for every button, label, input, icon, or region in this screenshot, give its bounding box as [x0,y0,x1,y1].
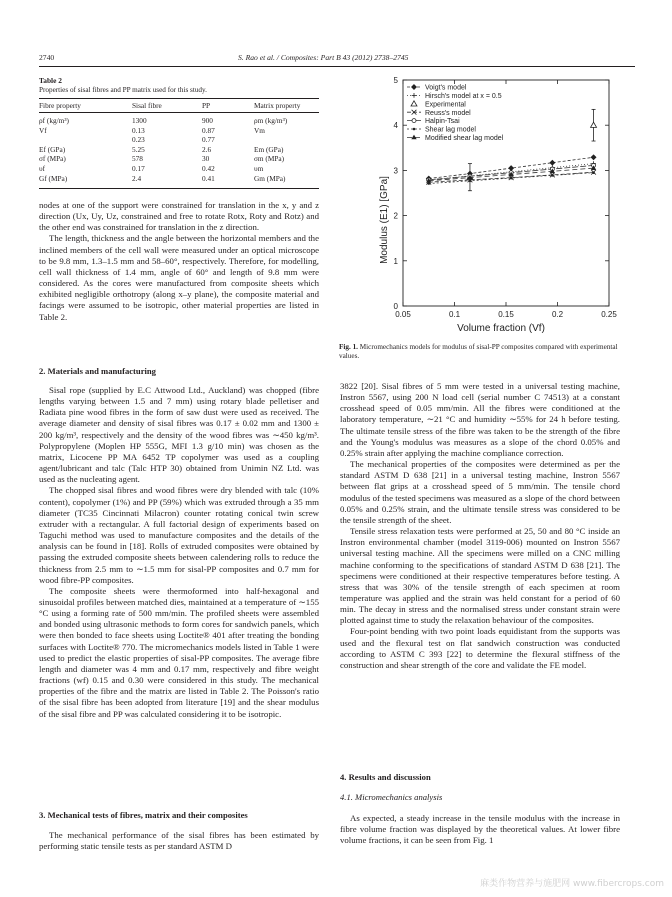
table-cell: 0.77 [202,135,215,145]
journal-reference: S. Rao et al. / Composites: Part B 43 (2012) 2738–2745 [238,53,409,62]
legend-label: Halpin-Tsai [425,118,460,126]
table-header-cell: Fibre property [39,100,132,113]
y-tick-label: 5 [393,76,398,85]
table-cell [254,135,319,145]
left-intro-text [39,200,319,323]
table-cell: σm (MPa) [254,154,285,164]
legend-label: Reuss's model [425,109,471,117]
data-point [510,177,513,180]
paragraph: Four-point bending with two point loads equidistant from the supports was used and the flexural test on flat sandwich construction was conducted according to ASTM C 393 [22] to determine the flexural stiffness of the construction and shear strength of the core and validate the FE model. [340,626,620,670]
table-row [39,154,319,164]
table-row [39,164,319,174]
section3-text-right [340,381,620,671]
y-axis-label: Modulus (E1) [GPa] [379,176,390,264]
table-cell: 578 [132,154,143,164]
legend-item [407,85,467,92]
legend-item [407,135,504,142]
data-point [551,174,554,177]
table-cell: Ef (GPa) [39,144,66,154]
legend-label: Shear lag model [425,126,476,134]
marker-shape [469,179,472,182]
watermark: 麻类作物营养与施肥网 www.fibercrops.com [480,879,664,889]
legend-item [411,101,466,109]
section-heading: 3. Mechanical tests of fibres, matrix and their composites [39,810,248,820]
chart-legend [407,85,504,142]
marker-shape [413,128,416,131]
table-cell: 0.41 [202,173,215,183]
legend-item [407,110,471,117]
paragraph: As expected, a steady increase in the tensile modulus with the increase in fibre volume fraction was displayed by the theoretical values. At lower fibre volume fractions, it can be seen from Fig. 1 [340,813,620,846]
paragraph: Sisal rope (supplied by E.C Attwood Ltd., Auckland) was chopped (fibre lengths varying between 1.5 and 7 mm) using rotary blade pelletiser and Radiata pine wood fibres in the form of saw dust were used as received. The average diameter and density of sisal fibres was 0.17 ± 0.02 mm and 1300 ± 200 kg/m³, respectively and the density of the wood fibres was ∼450 kg/m³. Polypropylene (Moplen HP 555G, MFI 1.3 g/10 min) was chosen as the matrix, Licocene PP MA 6452 TP copolymer was used as a coupling agent/lubricant and talc (Talc HTP 30) obtained from Unimin NZ Ltd. was used as the nucleating agent. [39,385,319,485]
x-tick-label: 0.15 [498,310,514,319]
legend-marker [412,135,416,139]
paragraph: nodes at one of the support were constrained for translation in the x, y and z direction (Ux, Uy, Uz, constrained and free to rotate Rotx, Roty and Rotz) and the other end was constrained for translation in the z direction. [39,200,319,233]
legend-item [407,127,476,134]
x-tick-label: 0.2 [551,310,564,319]
y-tick-label: 2 [393,211,398,221]
figure-caption-text: Micromechanics models for modulus of sisal-PP composites compared with experimental values. [339,343,618,360]
legend-label: Voigt's model [425,84,467,92]
legend-marker [412,85,417,90]
table-cell: 5.25 [132,144,145,154]
table-cell [39,135,132,145]
legend-marker [412,119,416,123]
data-point [591,122,597,127]
paragraph: The composite sheets were thermoformed into half-hexagonal and sinusoidal profiles between matched dies, maintained at a temperature of ∼155 °C using a forming rate of 500 mm/min. The profiled sheets were assembled and bonded using ultrasonic methods to form cores for sandwich panels, which were then bonded to face sheets using Loctite® 401 after treating the bonding surfaces with Loctite® 770. The micromechanics models listed in Table 1 were used to predict the elastic properties of sisal-PP composites. The average fibre length and diameter was 4 mm and 0.17 mm, respectively and fibre weight fractions (wf) 0.15 and 0.30 were considered in this study. The mechanical properties of the fibre and the matrix are listed in Table 2. The Poisson's ratio of the sisal fibre has been adopted from literature [19] and the shear modulus of the sisal fibre and PP was calculated considering it to be isotropic. [39,585,319,719]
header-rule [39,66,635,67]
table-cell: υf [39,163,46,173]
figure-caption-label: Fig. 1. [339,343,358,351]
table-cell: 0.23 [132,135,145,145]
section4-text [340,813,620,846]
paragraph: The chopped sisal fibres and wood fibres were dry blended with talc (10% content), copolymer (1%) and PP (59%) which was extruded through a 35 mm diameter (TC35 Cincinnati Milacron) counter rotating conical twin screw extruder with a rectangular. A full factorial design of experiments based on Taguchi method was used to manufacture composites and the details of the analysis can be found in [18]. Rolls of extruded composites were obtained by passing the extruded composite sheets between calendering rolls to reduce the thickness from 2.5 mm to ∼1.5 mm for sisal-PP composites and 0.7 mm for wood fibre-PP composites. [39,485,319,585]
marker-shape [550,160,555,165]
marker-shape [591,122,597,127]
legend-marker [412,93,417,98]
paragraph: Tensile stress relaxation tests were performed at 25, 50 and 80 °C inside an Instron environmental chamber (model 3119-006) mounted on Instron 5567 universal testing machine. All the specimens were milled on a CNC milling machine conforming to the specifications of standard ASTM D 638 [21]. The specimens were conditioned at their respective temperatures before testing. A stress that was 30% of the tensile strength of each specimen at room temperature was applied and the strain was held constant for a period of 60 min. The decay in stress and the normalised stress under constant strain were plotted against time to study the relaxation behaviour of the composites. [340,526,620,626]
page-number: 2740 [39,53,55,62]
series-experimental [467,109,597,190]
legend-label: Modified shear lag model [425,135,504,142]
table-cell: 0.17 [132,163,145,173]
marker-shape [592,171,595,174]
section2-text [39,385,319,720]
legend-label: Experimental [425,101,466,109]
table-row [39,145,319,155]
data-point [591,155,596,160]
table-row [39,174,319,184]
y-tick-label: 1 [393,256,398,266]
table-cell: υm [254,163,264,173]
y-tick-label: 4 [393,121,398,131]
table-cell: 0.13 [132,125,145,135]
table-cell: ρm (kg/m³) [254,116,288,125]
properties-table [39,100,319,183]
table-label: Table 2 [39,76,62,85]
figure-caption [339,343,635,361]
data-point [592,171,595,174]
table-cell: 1300 [132,116,147,125]
marker-shape [411,101,417,106]
marker-shape [412,135,416,139]
table-header-cell: PP [202,100,254,113]
x-tick-label: 0.05 [395,310,411,319]
data-point [469,179,472,182]
paragraph: The length, thickness and the angle between the horizontal members and the inclined members of the cell wall were measured under an optical microscope to be 9.8 mm, 1.3–1.5 mm and 58–60°, respectively. Therefore, for modelling, cell wall thickness of 1.4 mm, angle of 60° and length of 9.8 mm were considered. As the cores were manufactured from composite sheets which exhibited negligible orthotropy (along x–y plane), the composite material and facings were assumed to be isotropic, other material properties are listed in Table 2. [39,233,319,322]
table-top-rule [39,98,319,99]
table-cell: Vf [39,125,47,135]
table-row [39,135,319,145]
table-cell: 2.6 [202,144,212,154]
marker-shape [591,155,596,160]
legend-label: Hirsch's model at x = 0.5 [425,93,502,100]
legend-marker [413,128,416,131]
legend-item [407,93,502,100]
table-cell: 0.87 [202,125,215,135]
x-axis-label: Volume fraction (Vf) [457,323,545,334]
table-cell: 2.4 [132,173,142,183]
modulus-chart [339,72,635,338]
table-cell: 30 [202,154,210,164]
table-cell: ρf (kg/m³) [39,116,69,125]
y-tick-label: 0 [393,302,398,311]
legend-item [407,118,460,125]
table-header-cell: Matrix property [254,100,319,113]
subsection-heading: 4.1. Micromechanics analysis [340,792,443,802]
marker-shape [510,177,513,180]
table-header-cell: Sisal fibre [132,100,202,113]
section3-text-left [39,830,319,852]
table-row [39,126,319,136]
legend-marker [411,101,417,106]
table-caption: Properties of sisal fibres and PP matrix used for this study. [39,86,207,94]
data-point [550,160,555,165]
paragraph: The mechanical performance of the sisal fibres has been estimated by performing static tensile tests as per standard ASTM D [39,830,319,852]
table-row [39,113,319,126]
paragraph: The mechanical properties of the composites were determined as per the standard ASTM D 638 [21] in a universal testing machine, Instron 5567 between flat grips at a crosshead speed of 5 mm/min. The tensile chord modulus of the tested specimens was measured as a slope of the chord between 0.05% and 0.25% strain, and the ultimate tensile stress was considered to be the tensile strength of the sheet. [340,459,620,525]
y-tick-label: 3 [393,166,398,176]
table-cell: 900 [202,116,213,125]
marker-shape [412,85,417,90]
section-heading: 4. Results and discussion [340,772,431,782]
table-cell: Em (GPa) [254,144,284,154]
table-cell: Gm (MPa) [254,173,286,183]
table-cell: Gf (MPa) [39,173,68,183]
table-header-row [39,100,319,113]
table-cell: 0.42 [202,163,215,173]
table-cell: σf (MPa) [39,154,66,164]
marker-shape [412,119,416,123]
x-tick-label: 0.1 [448,310,461,319]
section-heading: 2. Materials and manufacturing [39,366,156,376]
table-cell: Vm [254,125,265,135]
marker-shape [551,174,554,177]
paragraph: 3822 [20]. Sisal fibres of 5 mm were tested in a universal testing machine, Instron 5567, using 200 N load cell (serial number C 74513) at a constant crosshead speed of 0.05 mm/min. All the fibres were conditioned at the laboratory temperature, ∼21 °C and humidity ∼55% for 24 h before testing. The ultimate tensile stress of the fibre was taken to be the strength of the fibre and the Young's modulus was measures as a slope of the chord 0.05% and 0.25% strain after applying the machine compliance correction. [340,381,620,458]
table-bottom-rule [39,188,319,189]
x-tick-label: 0.25 [601,310,617,319]
